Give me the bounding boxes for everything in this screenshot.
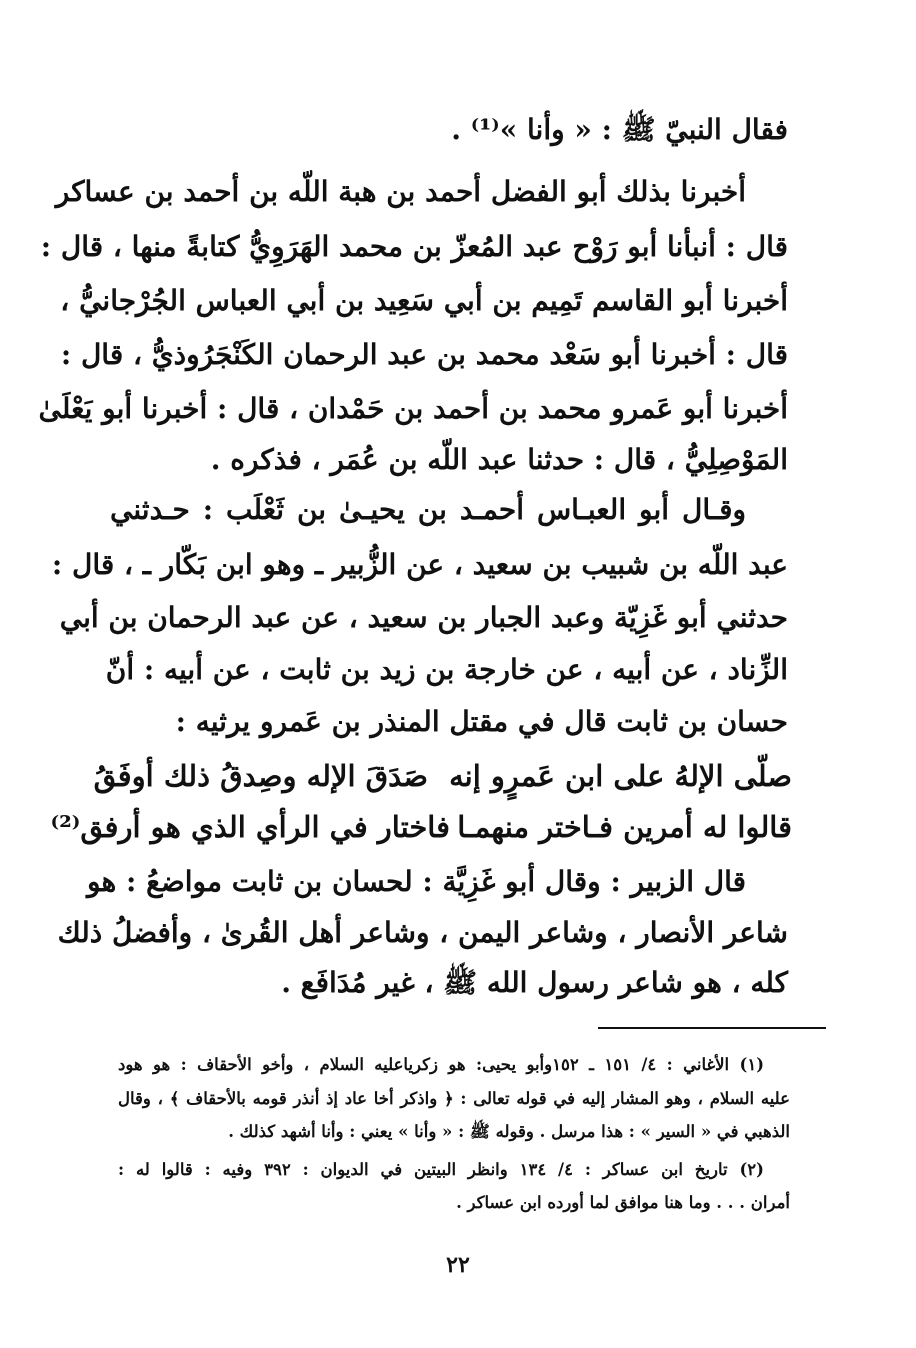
poem-verse-1-first-hemistich: صلّى الإلهُ على ابن عَمرٍو إنه [449,759,792,793]
paragraph-2-line-5: حسان بن ثابت قال في مقتل المنذر بن عَمرو يرثيه : [175,705,788,738]
paragraph-2-line-3: حدثني أبو غَزِيّة وعبد الجبار بن سعيد ، عن عبد الرحمان بن أبي [59,601,788,634]
footnote-separator [598,1027,826,1029]
page-number: ٢٢ [446,1252,470,1278]
paragraph-1-line-3: أخبرنا أبو القاسم تَمِيم بن أبي سَعِيد بن أبي العباس الجُرْجانيُّ ، [60,284,788,317]
footnote-1-line-1: (١) الأغاني : ٤/ ١٥١ ـ ١٥٢وأبو يحيى: هو زكرياعليه السلام ، وأخو الأحقاف : هو هود [118,1055,764,1074]
paragraph-1-line-6: المَوْصِلِيُّ ، قال : حدثنا عبد اللّه بن عُمَر ، فذكره . [210,443,788,476]
paragraph-2-line-1: وقـال أبو العبـاس أحمـد بن يحيـىٰ بن ثَعْلَب : حـدثني [110,493,746,526]
footnote-2-line-2: أمران . . . وما هنا موافق لما أورده ابن عساكر . [456,1193,790,1212]
poem-verse-1 [93,755,792,797]
paragraph-3-line-3: كله ، هو شاعر رسول الله ﷺ ، غير مُدَافَع . [281,966,788,999]
paragraph-2-line-2: عبد اللّه بن شبيب بن سعيد ، عن الزُّبير ـ وهو ابن بَكّار ـ ، قال : [51,548,788,581]
paragraph-3-line-1: قال الزبير : وقال أبو غَزِيَّة : لحسان بن ثابت مواضعُ : هو [87,865,746,898]
poem-verse-2 [50,806,792,848]
footnote-2-line-1: (٢) تاريخ ابن عساكر : ٤/ ١٣٤ وانظر البيتين في الديوان : ٣٩٢ وفيه : قالوا له : [118,1160,764,1179]
paragraph-1-line-5: أخبرنا أبو عَمرو محمد بن أحمد بن حَمْدان ، قال : أخبرنا أبو يَعْلَىٰ [38,392,788,425]
paragraph-2-line-4: الزِّناد ، عن أبيه ، عن خارجة بن زيد بن ثابت ، عن أبيه : أنّ [105,653,788,686]
opening-line: فقال النبيّ ﷺ : « وأنا »⁽¹⁾ . [451,113,788,146]
poem-verse-2-first-hemistich: قالوا له أمرين فـاختر منهمـا [457,810,792,844]
poem-verse-2-second-hemistich: فاختار في الرأي الذي هو أرفق⁽²⁾ [50,810,450,844]
paragraph-1-line-1: أخبرنا بذلك أبو الفضل أحمد بن هبة اللّه بن أحمد بن عساكر [55,175,746,208]
paragraph-1-line-2: قال : أنبأنا أبو رَوْح عبد المُعزّ بن محمد الهَرَوِيُّ كتابةً منها ، قال : [40,230,788,263]
paragraph-3-line-2: شاعر الأنصار ، وشاعر اليمن ، وشاعر أهل القُرىٰ ، وأفضلُ ذلك [57,916,788,949]
footnote-1-line-3: الذهبي في « السير » : هذا مرسل . وقوله ﷺ : « وأنا » يعني : وأنا أشهد كذلك . [228,1122,790,1141]
footnote-1-line-2: عليه السلام ، وهو المشار إليه في قوله تعالى : ﴿ واذكر أخا عاد إذ أنذر قومه بالأحقاف ﴾ ، وقال [118,1089,790,1108]
paragraph-1-line-4: قال : أخبرنا أبو سَعْد محمد بن عبد الرحمان الكَنْجَرُوذيُّ ، قال : [60,338,788,371]
poem-verse-1-second-hemistich: صَدَقَ الإله وصِدقُ ذلك أوفَقُ [93,759,428,793]
